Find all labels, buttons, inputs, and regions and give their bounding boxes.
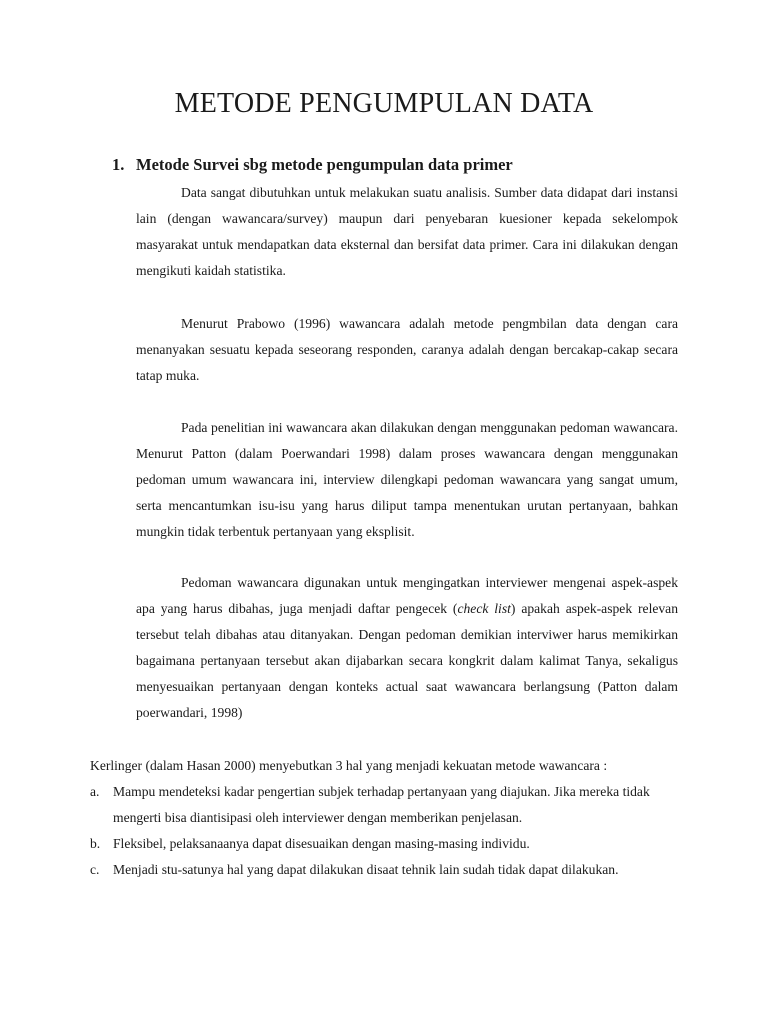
list-item-text: Mampu mendeteksi kadar pengertian subjek terhadap pertanyaan yang diajukan. Jika mereka tidak mengerti bisa diantisipasi oleh interviewer dengan memberikan penjelasan. xyxy=(113,784,650,825)
paragraph-prabowo-definition: Menurut Prabowo (1996) wawancara adalah metode pengmbilan data dengan cara menanyakan sesuatu kepada seseorang responden, caranya adalah dengan bercakap-cakap secara tatap muka. xyxy=(136,316,678,383)
list-marker: b. xyxy=(90,836,101,851)
strengths-list xyxy=(90,779,690,883)
list-item-text: Menjadi stu-satunya hal yang dapat dilakukan disaat tehnik lain sudah tidak dapat dilakukan. xyxy=(113,862,619,877)
paragraph-guide-purpose xyxy=(136,570,678,726)
list-item xyxy=(90,779,690,831)
paragraph-guide-purpose-part1: Pedoman wawancara digunakan untuk mengingatkan interviewer mengenai aspek-aspek apa yang harus dibahas, juga menjadi daftar pengecek ( xyxy=(136,575,678,616)
paragraph-guide-purpose-part2: ) apakah aspek-aspek relevan tersebut telah dibahas atau ditanyakan. Dengan pedoman demikian interviwer harus memikirkan bagaimana pertanyaan tersebut akan dijabarkan secara kongkrit dalam kalimat Tanya, sekaligus menyesuaikan pertanyaan dengan konteks actual saat wawancara berlangsung (Patton dalam poerwandari, 1998) xyxy=(136,601,679,720)
check-list-term: check list xyxy=(457,601,511,616)
page-title: METODE PENGUMPULAN DATA xyxy=(174,88,594,119)
paragraph-data-sources: Data sangat dibutuhkan untuk melakukan suatu analisis. Sumber data didapat dari instansi lain (dengan wawancara/survey) maupun dari penyebaran kuesioner kepada sekelompok masyarakat untuk mendapatkan data eksternal dan bersifat data primer. Cara ini dilakukan dengan mengikuti kaidah statistika. xyxy=(136,185,678,278)
list-item-text: Fleksibel, pelaksanaanya dapat disesuaikan dengan masing-masing individu. xyxy=(113,836,530,851)
section-number: 1. xyxy=(112,155,125,174)
list-marker: c. xyxy=(90,862,100,877)
section-heading xyxy=(112,155,513,175)
section-heading-text: Metode Survei sbg metode pengumpulan data primer xyxy=(136,155,513,174)
list-marker: a. xyxy=(90,784,100,799)
list-item xyxy=(90,831,690,857)
kerlinger-intro: Kerlinger (dalam Hasan 2000) menyebutkan 3 hal yang menjadi kekuatan metode wawancara : xyxy=(90,758,608,773)
list-item xyxy=(90,857,690,883)
paragraph-interview-guide: Pada penelitian ini wawancara akan dilakukan dengan menggunakan pedoman wawancara. Menurut Patton (dalam Poerwandari 1998) dalam proses wawancara dengan menggunakan pedoman umum wawancara ini, interview dilengkapi pedoman wawancara yang sangat umum, serta mencantumkan isu-isu yang harus diliput tampa menentukan urutan pertanyaan, bahkan mungkin tidak terbentuk pertanyaan yang eksplisit. xyxy=(136,420,678,539)
